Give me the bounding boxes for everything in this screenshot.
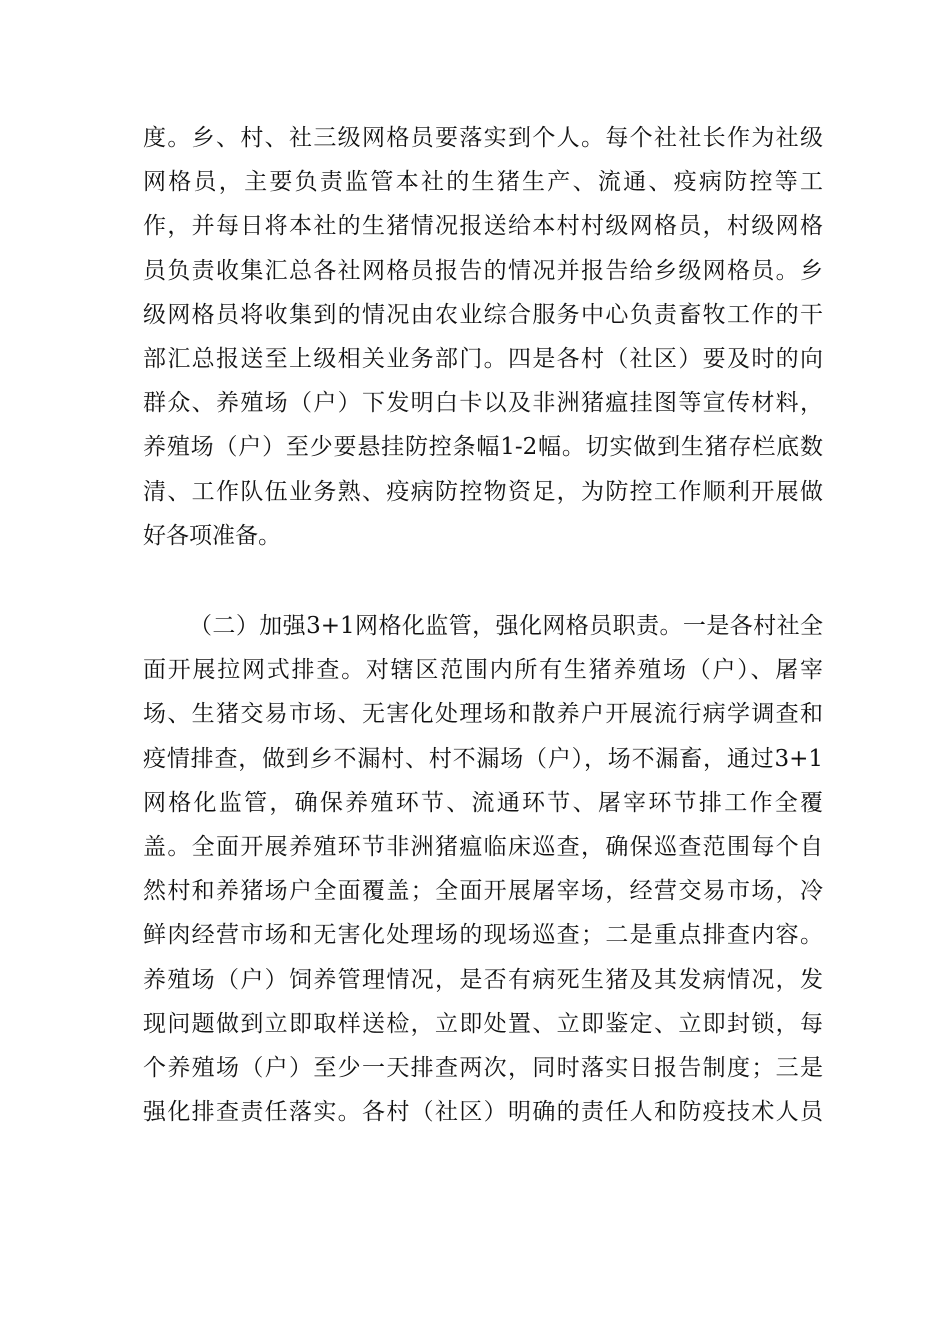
- section-heading-line: （二）加强3+1网格化监管，强化网格员职责。一是各村社全: [189, 613, 823, 639]
- text-line: 清、工作队伍业务熟、疫病防控物资足，为防控工作顺利开展做: [143, 478, 823, 505]
- text-line: 养殖场（户）饲养管理情况，是否有病死生猪及其发病情况，发: [143, 966, 823, 993]
- text-line: 好各项准备。: [143, 522, 281, 549]
- text-line: 群众、养殖场（户）下发明白卡以及非洲猪瘟挂图等宣传材料，: [143, 390, 823, 417]
- text-line: 网格员，主要负责监管本社的生猪生产、流通、疫病防控等工: [143, 169, 823, 196]
- text-line: 鲜肉经营市场和无害化处理场的现场巡查；二是重点排查内容。: [143, 922, 823, 949]
- text-line: 养殖场（户）至少要悬挂防控条幅1-2幅。切实做到生猪存栏底数: [143, 434, 823, 461]
- text-line: 场、生猪交易市场、无害化处理场和散养户开展流行病学调查和: [143, 701, 823, 728]
- text-line: 作，并每日将本社的生猪情况报送给本村村级网格员，村级网格: [143, 213, 823, 240]
- text-line: 疫情排查，做到乡不漏村、村不漏场（户），场不漏畜，通过3+1: [143, 745, 823, 772]
- text-line: 部汇总报送至上级相关业务部门。四是各村（社区）要及时的向: [143, 345, 823, 372]
- text-line: 现问题做到立即取样送检，立即处置、立即鉴定、立即封锁，每: [143, 1010, 823, 1037]
- text-line: 员负责收集汇总各社网格员报告的情况并报告给乡级网格员。乡: [143, 257, 823, 284]
- text-line: 然村和养猪场户全面覆盖；全面开展屠宰场，经营交易市场，冷: [143, 878, 823, 905]
- text-line: 度。乡、村、社三级网格员要落实到个人。每个社社长作为社级: [143, 125, 823, 151]
- text-line: 强化排查责任落实。各村（社区）明确的责任人和防疫技术人员: [143, 1099, 823, 1126]
- paragraph-section-two: [143, 604, 823, 1134]
- paragraph-grid-duties: [143, 116, 823, 558]
- text-line: 个养殖场（户）至少一天排查两次，同时落实日报告制度；三是: [143, 1054, 823, 1081]
- text-line: 盖。全面开展养殖环节非洲猪瘟临床巡查，确保巡查范围每个自: [143, 833, 823, 860]
- text-line: 网格化监管，确保养殖环节、流通环节、屠宰环节排工作全覆: [143, 789, 823, 816]
- text-line: 面开展拉网式排查。对辖区范围内所有生猪养殖场（户）、屠宰: [143, 657, 823, 684]
- text-line: 级网格员将收集到的情况由农业综合服务中心负责畜牧工作的干: [143, 301, 823, 328]
